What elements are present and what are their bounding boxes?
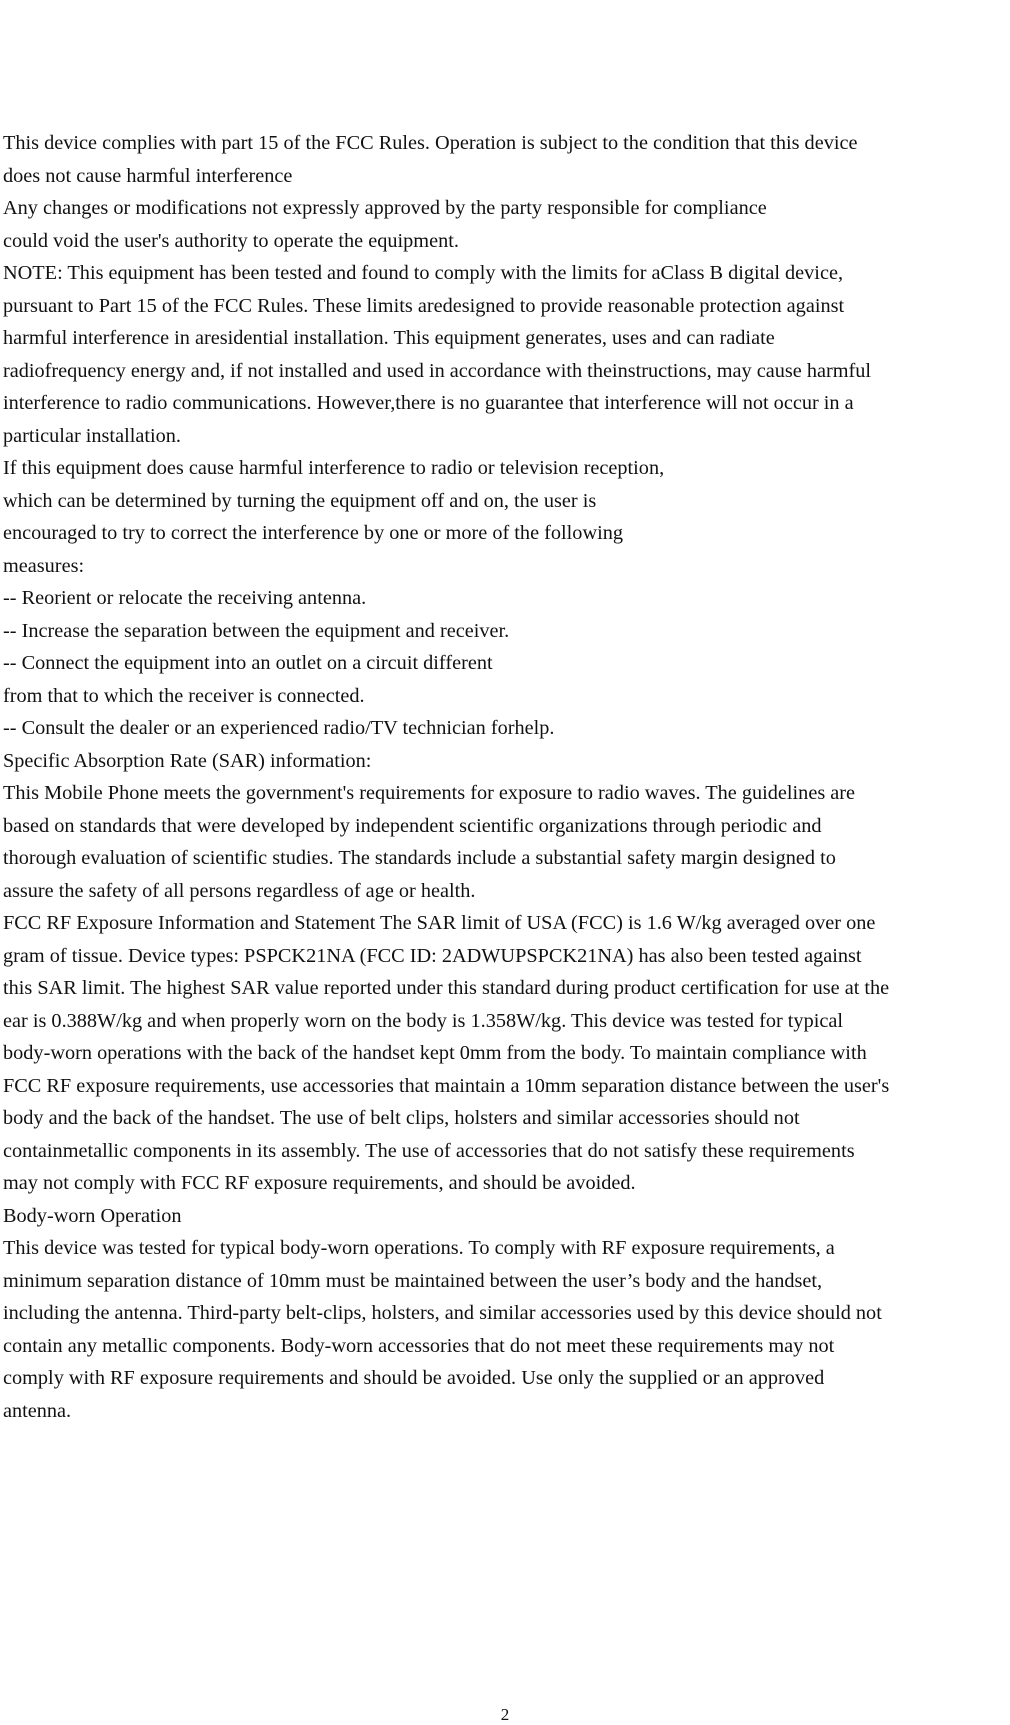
page-number: 2 xyxy=(500,1705,510,1724)
list-item: -- Connect the equipment into an outlet on a circuit different xyxy=(3,652,493,674)
text-line: particular installation. xyxy=(3,424,181,447)
text-line: NOTE: This equipment has been tested and found to comply with the limits for aClass B digital device, xyxy=(3,262,844,284)
list-item: -- Increase the separation between the equipment and receiver. xyxy=(3,619,510,642)
text-line: does not cause harmful interference xyxy=(3,164,293,187)
document-body xyxy=(3,127,1007,1427)
text-line: FCC RF Exposure Information and Statement The SAR limit of USA (FCC) is 1.6 W/kg averaged over one xyxy=(3,912,876,934)
text-line: containmetallic components in its assembly. The use of accessories that do not satisfy these requirements xyxy=(3,1139,855,1162)
text-line: including the antenna. Third-party belt-clips, holsters, and similar accessories used by this device should not xyxy=(3,1302,882,1324)
text-line: minimum separation distance of 10mm must be maintained between the user’s body and the handset, xyxy=(3,1269,823,1292)
text-line: antenna. xyxy=(3,1399,72,1422)
text-line: body and the back of the handset. The use of belt clips, holsters and similar accessories should not xyxy=(3,1107,800,1129)
text-line: encouraged to try to correct the interference by one or more of the following xyxy=(3,522,624,544)
text-line: body-worn operations with the back of the handset kept 0mm from the body. To maintain compliance with xyxy=(3,1042,867,1064)
text-line: radiofrequency energy and, if not installed and used in accordance with theinstructions, may cause harmful xyxy=(3,359,872,382)
text-line: pursuant to Part 15 of the FCC Rules. These limits aredesigned to provide reasonable protection against xyxy=(3,294,845,317)
text-line: which can be determined by turning the equipment off and on, the user is xyxy=(3,489,597,512)
text-line: Any changes or modifications not expressly approved by the party responsible for compliance xyxy=(3,197,767,219)
text-line: from that to which the receiver is connected. xyxy=(3,684,365,707)
text-line: interference to radio communications. However,there is no guarantee that interference will not occur in a xyxy=(3,392,854,414)
text-line: harmful interference in aresidential installation. This equipment generates, uses and can radiate xyxy=(3,327,775,349)
list-item: -- Consult the dealer or an experienced radio/TV technician forhelp. xyxy=(3,717,555,739)
section-heading-body-worn: Body-worn Operation xyxy=(3,1204,182,1227)
text-line: may not comply with FCC RF exposure requirements, and should be avoided. xyxy=(3,1172,636,1194)
text-line: thorough evaluation of scientific studies. The standards include a substantial safety margin designed to xyxy=(3,847,836,869)
text-line: FCC RF exposure requirements, use accessories that maintain a 10mm separation distance between the user's xyxy=(3,1074,890,1097)
text-line: comply with RF exposure requirements and should be avoided. Use only the supplied or an approved xyxy=(3,1367,825,1389)
text-line: could void the user's authority to operate the equipment. xyxy=(3,229,459,252)
text-line: This device was tested for typical body-worn operations. To comply with RF exposure requirements, a xyxy=(3,1237,835,1259)
text-line: This device complies with part 15 of the FCC Rules. Operation is subject to the condition that this device xyxy=(3,132,858,154)
section-heading-sar: Specific Absorption Rate (SAR) information: xyxy=(3,749,372,772)
text-line: this SAR limit. The highest SAR value reported under this standard during product certification for use at the xyxy=(3,977,890,999)
text-line: If this equipment does cause harmful interference to radio or television reception, xyxy=(3,457,665,479)
text-line: This Mobile Phone meets the government's requirements for exposure to radio waves. The guidelines are xyxy=(3,782,856,804)
list-item: -- Reorient or relocate the receiving antenna. xyxy=(3,587,367,609)
text-line: gram of tissue. Device types: PSPCK21NA (FCC ID: 2ADWUPSPCK21NA) has also been tested against xyxy=(3,944,862,967)
text-line: ear is 0.388W/kg and when properly worn on the body is 1.358W/kg. This device was tested for typical xyxy=(3,1009,843,1032)
text-line: assure the safety of all persons regardless of age or health. xyxy=(3,879,476,902)
text-line: contain any metallic components. Body-worn accessories that do not meet these requirements may not xyxy=(3,1334,835,1357)
text-line: based on standards that were developed by independent scientific organizations through periodic and xyxy=(3,814,822,837)
text-line: measures: xyxy=(3,554,85,577)
